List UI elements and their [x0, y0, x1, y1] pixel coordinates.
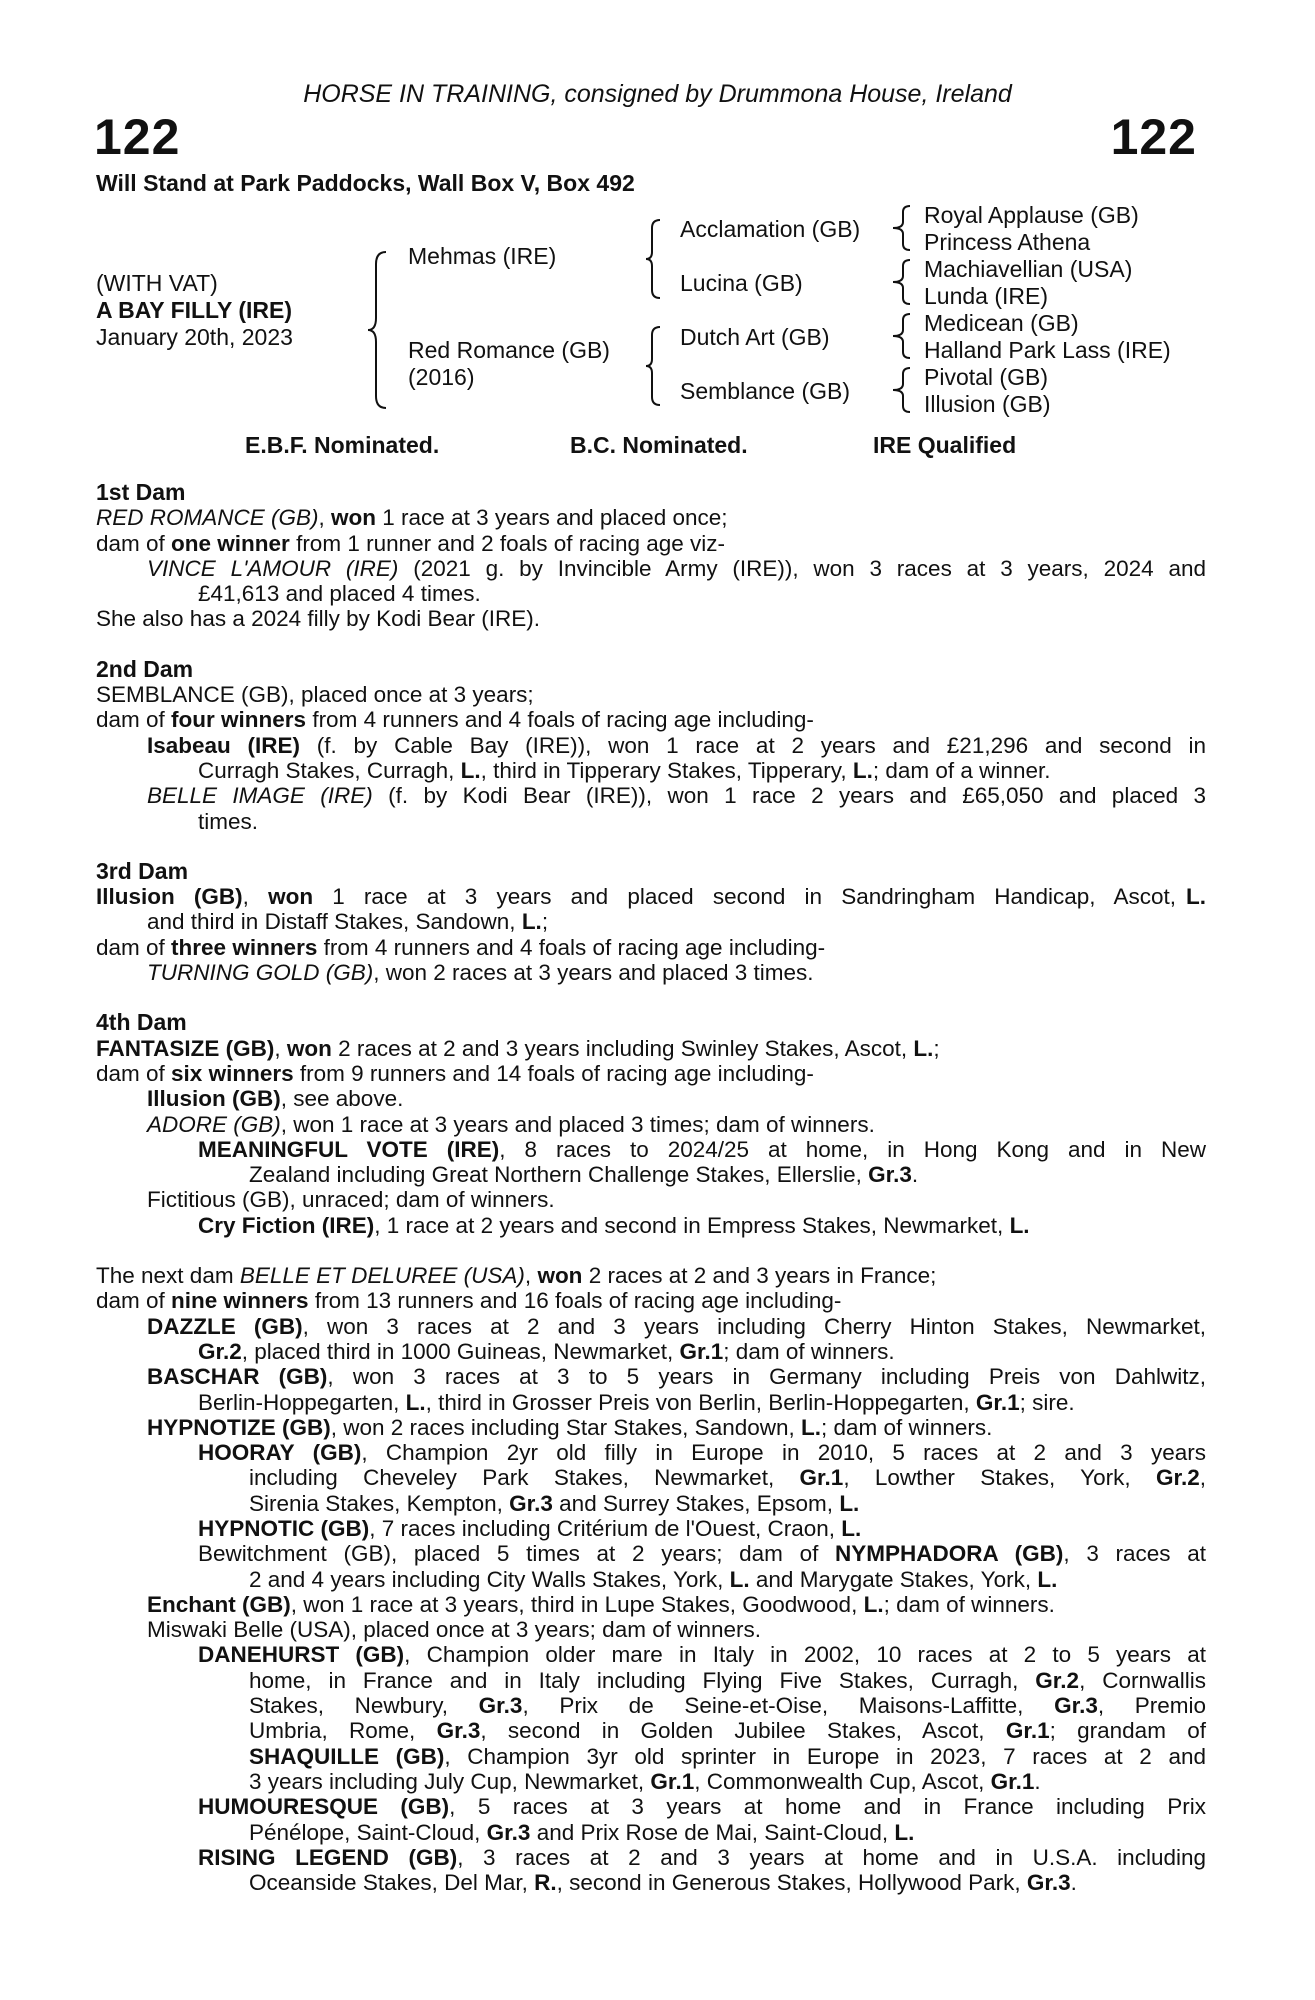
record-line: TURNING GOLD (GB), won 2 races at 3 years and placed 3 times. [147, 960, 814, 986]
dam-section [96, 859, 1206, 985]
pedigree-brace-gg3 [890, 312, 914, 360]
pedigree-brace-dam [644, 325, 664, 407]
pedigree-ggp-1: Royal Applause (GB) [924, 202, 1139, 228]
dam-section [96, 1263, 1206, 1895]
dam-section [96, 480, 1206, 632]
record-line: Enchant (GB), won 1 race at 3 years, third in Lupe Stakes, Goodwood, L.; dam of winners. [147, 1591, 1055, 1617]
catalogue-header: HORSE IN TRAINING, consigned by Drummona House, Ireland [303, 80, 1012, 108]
pedigree-ggp-2: Princess Athena [924, 229, 1091, 255]
pedigree-dam-year: (2016) [408, 364, 475, 390]
dam-section [96, 1010, 1206, 1238]
pedigree-ggp-6: Halland Park Lass (IRE) [924, 337, 1171, 363]
record-line: Illusion (GB), won 1 race at 3 years and placed second in Sandringham Handicap, Ascot, L. [96, 884, 1206, 910]
pedigree-dam: Red Romance (GB) [408, 337, 610, 363]
stand-location: Will Stand at Park Paddocks, Wall Box V, Box 492 [96, 170, 635, 196]
record-line: VINCE L'AMOUR (IRE) (2021 g. by Invincible Army (IRE)), won 3 races at 3 years, 2024 and [147, 555, 1206, 581]
dam-lines [96, 480, 1206, 1920]
pedigree-dam-dam: Semblance (GB) [680, 378, 851, 404]
foaling-date: January 20th, 2023 [96, 324, 293, 350]
pedigree-brace-main [366, 250, 390, 410]
horse-name: A BAY FILLY (IRE) [96, 297, 292, 323]
ire-qualified: IRE Qualified [873, 432, 1017, 458]
section-heading: 3rd Dam [96, 857, 189, 884]
record-line: HUMOURESQUE (GB), 5 races at 3 years at home and in France including Prix [198, 1794, 1206, 1820]
pedigree-ggp-4: Lunda (IRE) [924, 283, 1049, 309]
pedigree-brace-gg1 [890, 204, 914, 252]
record-line: Pénélope, Saint-Cloud, Gr.3 and Prix Rose de Mai, Saint-Cloud, L. [249, 1819, 915, 1845]
record-line: SHAQUILLE (GB), Champion 3yr old sprinter in Europe in 2023, 7 races at 2 and [249, 1743, 1206, 1769]
record-line: Bewitchment (GB), placed 5 times at 2 years; dam of NYMPHADORA (GB), 3 races at [198, 1541, 1206, 1567]
pedigree-dam-sire: Dutch Art (GB) [680, 324, 830, 350]
record-line: RISING LEGEND (GB), 3 races at 2 and 3 years at home and in U.S.A. including [198, 1844, 1206, 1870]
bc-nomination: B.C. Nominated. [570, 432, 748, 458]
record-line: HYPNOTIZE (GB), won 2 races including Star Stakes, Sandown, L.; dam of winners. [147, 1414, 993, 1440]
record-line: and third in Distaff Stakes, Sandown, L.; [147, 909, 549, 935]
record-line: MEANINGFUL VOTE (IRE), 8 races to 2024/25 at home, in Hong Kong and in New [198, 1136, 1206, 1162]
pedigree-sire-dam: Lucina (GB) [680, 270, 803, 296]
record-line: HYPNOTIC (GB), 7 races including Critérium de l'Ouest, Craon, L. [198, 1515, 862, 1541]
pedigree-ggp-5: Medicean (GB) [924, 310, 1079, 336]
record-line: DANEHURST (GB), Champion older mare in Italy in 2002, 10 races at 2 to 5 years at [198, 1642, 1206, 1668]
record-line: Isabeau (IRE) (f. by Cable Bay (IRE)), won 1 race at 2 years and £21,296 and second in [147, 732, 1206, 758]
record-line: including Cheveley Park Stakes, Newmarket, Gr.1, Lowther Stakes, York, Gr.2, [249, 1465, 1206, 1491]
section-heading: 1st Dam [96, 479, 186, 505]
ebf-nomination: E.B.F. Nominated. [245, 432, 440, 458]
record-line: RED ROMANCE (GB), won 1 race at 3 years and placed once; [96, 505, 728, 531]
record-line: The next dam BELLE ET DELUREE (USA), won 2 races at 2 and 3 years in France; [96, 1263, 937, 1289]
lot-number-left: 122 [94, 109, 181, 165]
pedigree-brace-gg2 [890, 258, 914, 306]
record-line: FANTASIZE (GB), won 2 races at 2 and 3 years including Swinley Stakes, Ascot, L.; [96, 1035, 940, 1061]
record-line: dam of one winner from 1 runner and 2 foals of racing age viz- [96, 530, 726, 556]
dam-section [96, 657, 1206, 834]
record-line: Miswaki Belle (USA), placed once at 3 years; dam of winners. [147, 1617, 762, 1643]
record-line: Zealand including Great Northern Challenge Stakes, Ellerslie, Gr.3. [249, 1162, 919, 1188]
record-line: She also has a 2024 filly by Kodi Bear (IRE). [96, 606, 540, 632]
record-line: DAZZLE (GB), won 3 races at 2 and 3 years including Cherry Hinton Stakes, Newmarket, [147, 1313, 1206, 1339]
pedigree-sire-sire: Acclamation (GB) [680, 216, 861, 242]
section-heading: 4th Dam [96, 1009, 187, 1036]
section-heading: 2nd Dam [96, 655, 194, 682]
record-line: home, in France and in Italy including Flying Five Stakes, Curragh, Gr.2, Cornwallis [249, 1667, 1206, 1693]
record-line: Curragh Stakes, Curragh, L., third in Tipperary Stakes, Tipperary, L.; dam of a winner. [198, 757, 1051, 783]
record-line: BELLE IMAGE (IRE) (f. by Kodi Bear (IRE)), won 1 race 2 years and £65,050 and placed 3 [147, 783, 1206, 809]
vat-status: (WITH VAT) [96, 270, 218, 296]
record-line: dam of six winners from 9 runners and 14 foals of racing age including- [96, 1060, 814, 1086]
pedigree-ggp-3: Machiavellian (USA) [924, 256, 1133, 282]
record-line: Sirenia Stakes, Kempton, Gr.3 and Surrey Stakes, Epsom, L. [249, 1490, 860, 1516]
record-line: £41,613 and placed 4 times. [198, 581, 481, 607]
record-line: Gr.2, placed third in 1000 Guineas, Newmarket, Gr.1; dam of winners. [198, 1338, 895, 1364]
record-line: Fictitious (GB), unraced; dam of winners. [147, 1187, 555, 1213]
pedigree-brace-gg4 [890, 366, 914, 414]
pedigree-brace-sire [644, 218, 664, 300]
record-line: Berlin-Hoppegarten, L., third in Grosser Preis von Berlin, Berlin-Hoppegarten, Gr.1; sire. [198, 1389, 1075, 1415]
record-line: Oceanside Stakes, Del Mar, R., second in Generous Stakes, Hollywood Park, Gr.3. [249, 1870, 1077, 1896]
pedigree-sire: Mehmas (IRE) [408, 243, 557, 269]
record-line: Stakes, Newbury, Gr.3, Prix de Seine-et-Oise, Maisons-Laffitte, Gr.3, Premio [249, 1693, 1206, 1719]
record-line: Illusion (GB), see above. [147, 1086, 404, 1112]
record-line: ADORE (GB), won 1 race at 3 years and placed 3 times; dam of winners. [147, 1111, 875, 1137]
record-line: dam of four winners from 4 runners and 4 foals of racing age including- [96, 707, 814, 733]
record-line: Umbria, Rome, Gr.3, second in Golden Jubilee Stakes, Ascot, Gr.1; grandam of [249, 1718, 1206, 1744]
record-line: HOORAY (GB), Champion 2yr old filly in Europe in 2010, 5 races at 2 and 3 years [198, 1440, 1206, 1466]
record-line: times. [198, 808, 259, 834]
pedigree-ggp-7: Pivotal (GB) [924, 364, 1048, 390]
record-line: Cry Fiction (IRE), 1 race at 2 years and second in Empress Stakes, Newmarket, L. [198, 1212, 1030, 1238]
pedigree-ggp-8: Illusion (GB) [924, 391, 1051, 417]
record-line: dam of three winners from 4 runners and 4 foals of racing age including- [96, 934, 826, 960]
record-line: SEMBLANCE (GB), placed once at 3 years; [96, 682, 534, 708]
lot-number-right: 122 [1110, 109, 1197, 165]
record-line: 3 years including July Cup, Newmarket, Gr.1, Commonwealth Cup, Ascot, Gr.1. [249, 1768, 1041, 1794]
record-line: 2 and 4 years including City Walls Stakes, York, L. and Marygate Stakes, York, L. [249, 1566, 1058, 1592]
record-line: BASCHAR (GB), won 3 races at 3 to 5 years in Germany including Preis von Dahlwitz, [147, 1364, 1206, 1390]
record-line: dam of nine winners from 13 runners and 16 foals of racing age including- [96, 1288, 842, 1314]
